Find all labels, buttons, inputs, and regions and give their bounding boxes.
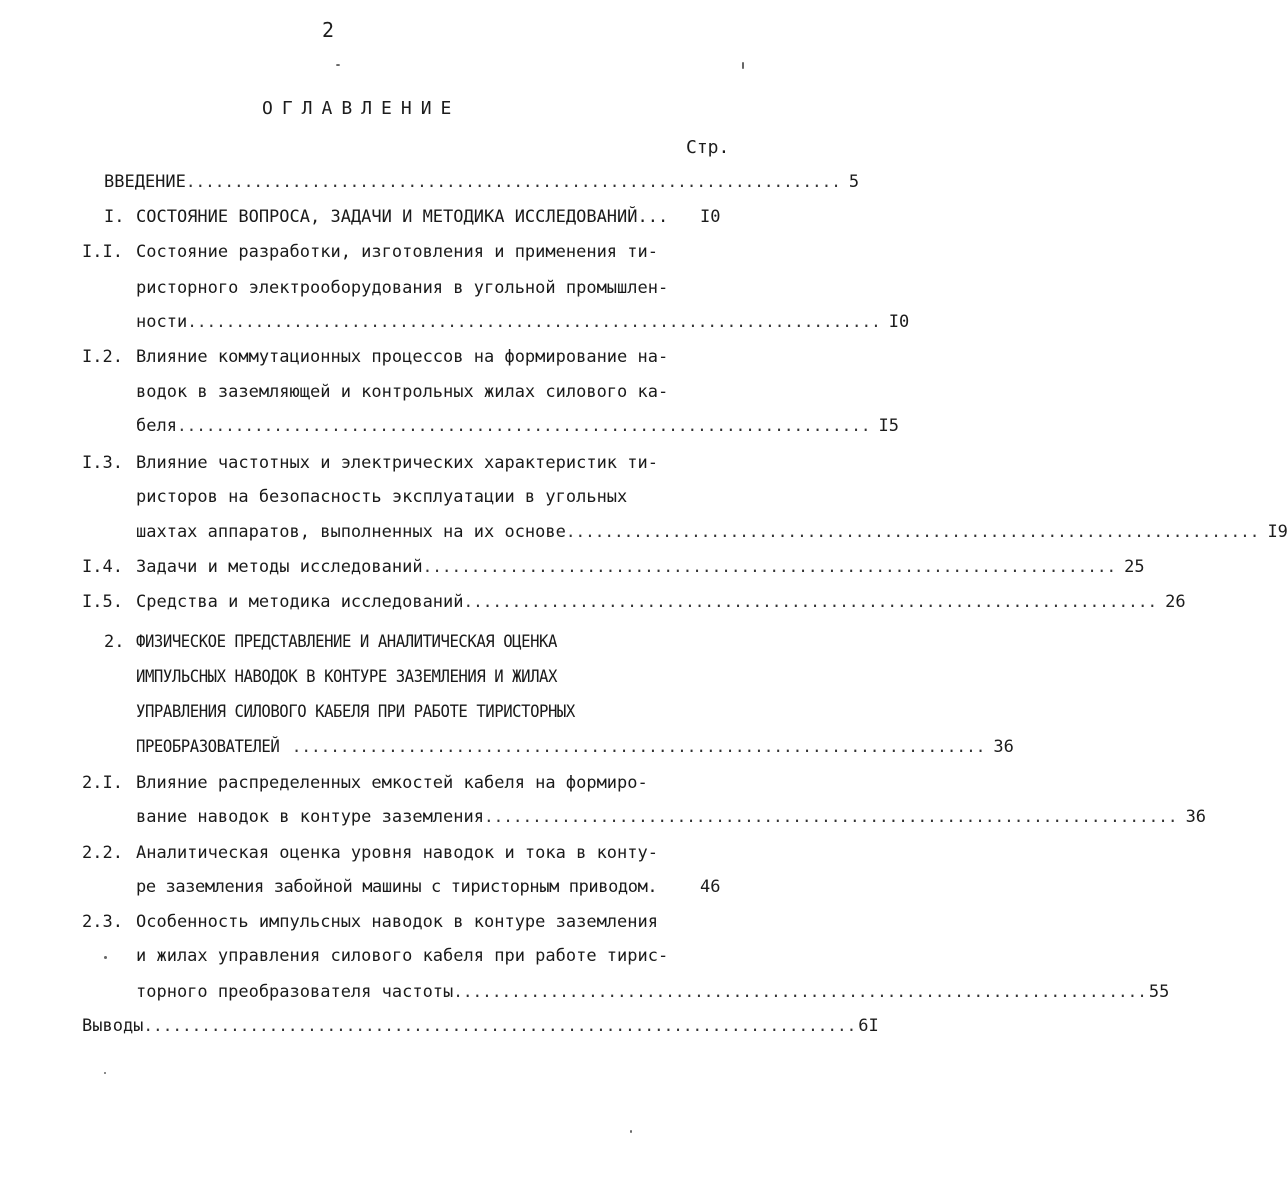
entry-number: I.5. bbox=[82, 592, 123, 612]
entry-text: ПРЕОБРАЗОВАТЕЛЕЙ bbox=[136, 737, 280, 757]
entry-text: Задачи и методы исследований bbox=[136, 557, 423, 577]
entry-page: 55 bbox=[1148, 982, 1170, 1002]
entry-number: I. bbox=[104, 207, 125, 227]
entry-text: Влияние коммутационных процессов на формирование на- bbox=[136, 347, 669, 367]
dot-leader: .................................................................... bbox=[185, 172, 841, 191]
entry-text: ре заземления забойной машины с тиристорным приводом. bbox=[136, 877, 658, 897]
entry-text: Состояние разработки, изготовления и применения ти- bbox=[136, 242, 658, 262]
entry-text: ВВЕДЕНИЕ bbox=[104, 172, 186, 192]
dot-leader: ........................................................................ bbox=[565, 522, 1260, 541]
page-number: 2 bbox=[322, 18, 335, 42]
entry-text: вание наводок в контуре заземления bbox=[136, 807, 484, 827]
scan-mark bbox=[104, 956, 107, 959]
entry-text: ИМПУЛЬСНЫХ НАВОДОК В КОНТУРЕ ЗАЗЕМЛЕНИЯ И ЖИЛАХ bbox=[136, 667, 557, 687]
entry-text: шахтах аппаратов, выполненных на их основе bbox=[136, 522, 566, 542]
dot-leader: ........................................................................ bbox=[291, 737, 986, 756]
entry-text: СОСТОЯНИЕ ВОПРОСА, ЗАДАЧИ И МЕТОДИКА ИССЛЕДОВАНИЙ... bbox=[136, 207, 669, 227]
entry-text: ФИЗИЧЕСКОЕ ПРЕДСТАВЛЕНИЕ И АНАЛИТИЧЕСКАЯ ОЦЕНКА bbox=[136, 632, 557, 652]
toc-entry-introduction bbox=[104, 172, 860, 192]
entry-text: ристоров на безопасность эксплуатации в угольных bbox=[136, 487, 628, 507]
dot-leader: ........................................................................ bbox=[484, 807, 1178, 826]
entry-page: 5 bbox=[848, 172, 860, 192]
toc-entry-conclusions bbox=[82, 1016, 879, 1036]
toc-entry-line bbox=[136, 737, 1014, 757]
entry-number: I.2. bbox=[82, 347, 123, 367]
entry-page: 26 bbox=[1165, 592, 1186, 612]
entry-page: I5 bbox=[878, 416, 899, 436]
toc-entry-line bbox=[136, 557, 1145, 577]
entry-number: 2. bbox=[104, 632, 125, 652]
entry-page: I0 bbox=[700, 207, 721, 227]
toc-entry-line bbox=[136, 522, 1288, 542]
entry-text: Выводы bbox=[82, 1016, 144, 1036]
entry-number: 2.2. bbox=[82, 843, 123, 863]
dot-leader: ........................................................................ bbox=[463, 592, 1158, 611]
entry-number: I.3. bbox=[82, 453, 123, 473]
toc-entry-line bbox=[136, 982, 1170, 1002]
entry-number: 2.3. bbox=[82, 912, 123, 932]
entry-text: УПРАВЛЕНИЯ СИЛОВОГО КАБЕЛЯ ПРИ РАБОТЕ ТИРИСТОРНЫХ bbox=[136, 702, 575, 722]
entry-number: 2.I. bbox=[82, 773, 123, 793]
toc-entry-line bbox=[136, 592, 1186, 612]
dot-leader: ........................................................................ bbox=[176, 416, 871, 435]
entry-number: I.I. bbox=[82, 242, 123, 262]
entry-page: 6I bbox=[858, 1016, 879, 1036]
dot-leader: ........................................................................ bbox=[187, 312, 881, 331]
entry-text: Средства и методика исследований bbox=[136, 592, 464, 612]
entry-text: беля bbox=[136, 416, 177, 436]
entry-text: Особенность импульсных наводок в контуре заземления bbox=[136, 912, 658, 932]
entry-text: ности bbox=[136, 312, 188, 332]
entry-page: I0 bbox=[888, 312, 910, 332]
entry-text: торного преобразователя частоты bbox=[136, 982, 454, 1002]
entry-text: Аналитическая оценка уровня наводок и тока в конту- bbox=[136, 843, 658, 863]
toc-entry-line bbox=[136, 807, 1207, 827]
scan-mark bbox=[336, 64, 340, 66]
entry-text: и жилах управления силового кабеля при работе тирис- bbox=[136, 946, 669, 966]
entry-text: Влияние распределенных емкостей кабеля на формиро- bbox=[136, 773, 648, 793]
dot-leader: ........................................................................ bbox=[422, 557, 1117, 576]
toc-title: ОГЛАВЛЕНИЕ bbox=[262, 98, 461, 119]
entry-number: I.4. bbox=[82, 557, 123, 577]
entry-text: Влияние частотных и электрических характеристик ти- bbox=[136, 453, 658, 473]
toc-entry-line bbox=[136, 416, 899, 436]
scan-mark bbox=[742, 62, 744, 69]
entry-text: ристорного электрооборудования в угольной промышлен- bbox=[136, 278, 669, 298]
entry-page: 36 bbox=[993, 737, 1014, 757]
entry-text: водок в заземляющей и контрольных жилах силового ка- bbox=[136, 382, 669, 402]
entry-page: 46 bbox=[700, 877, 721, 897]
entry-page: 25 bbox=[1124, 557, 1145, 577]
entry-page: 36 bbox=[1185, 807, 1207, 827]
scan-mark bbox=[630, 1130, 632, 1133]
dot-leader: ........................................................................ bbox=[453, 982, 1147, 1001]
toc-entry-line bbox=[136, 312, 910, 332]
page-column-label: Стр. bbox=[686, 137, 730, 158]
scan-mark bbox=[104, 1072, 106, 1074]
entry-page: I9 bbox=[1267, 522, 1288, 542]
dot-leader: .......................................................................... bbox=[143, 1016, 857, 1035]
